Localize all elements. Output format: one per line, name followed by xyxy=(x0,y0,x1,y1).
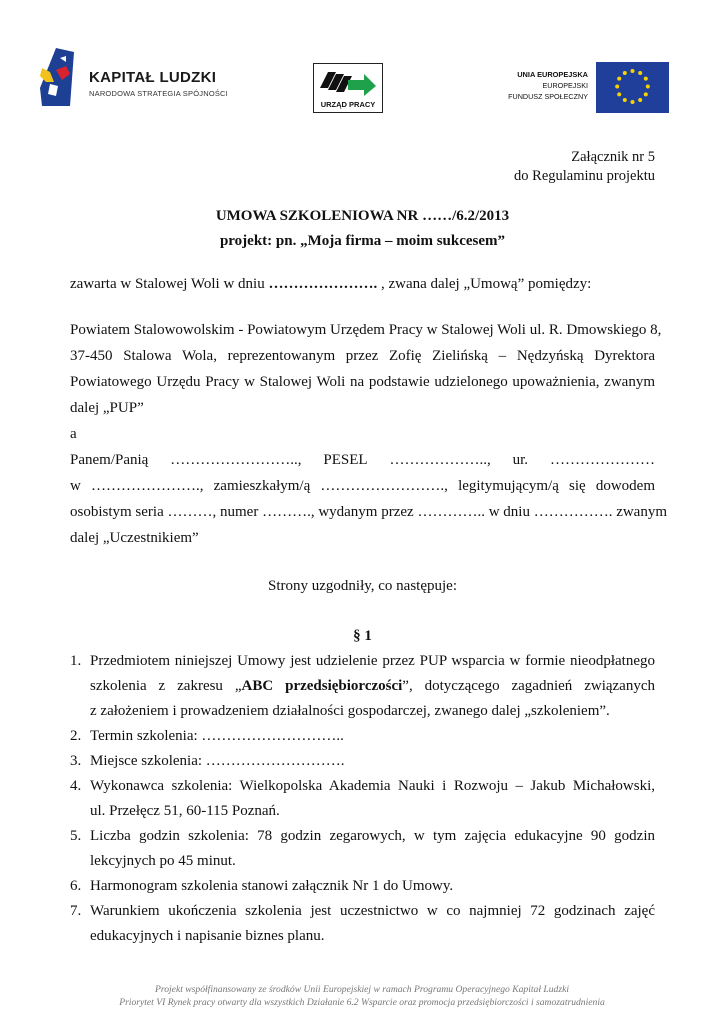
intro-before: zawarta w Stalowej Woli w dniu xyxy=(70,276,269,292)
intro-after: , zwana dalej „Umową” pomiędzy: xyxy=(380,276,592,292)
item-number: 5. xyxy=(70,828,82,844)
item3: Miejsce szkolenia: ………………………. xyxy=(90,753,345,769)
item6: Harmonogram szkolenia stanowi załącznik Nr 1 do Umowy. xyxy=(90,878,454,894)
pesel-blank: ……………….., xyxy=(389,452,491,468)
eu-line3: FUNDUSZ SPOŁECZNY xyxy=(508,92,588,101)
party-line3: Powiatowego Urzędu Pracy w Stalowej Woli na podstawie udzielonego upoważnienia, zwanym xyxy=(70,374,655,390)
participant-line3: osobistym seria ………, numer ………., wydanym przez ………….. w dniu ……………. zwanym xyxy=(70,504,668,520)
item1-line2-a: szkolenia z zakresu „ xyxy=(90,678,242,694)
pesel-label: PESEL xyxy=(323,452,368,468)
item4-line2: ul. Przełęcz 51, 60-115 Poznań. xyxy=(90,803,280,819)
party-line4: dalej „PUP” xyxy=(70,400,144,416)
kl-subtitle: NARODOWA STRATEGIA SPÓJNOŚCI xyxy=(89,89,228,98)
kl-title: KAPITAŁ LUDZKI xyxy=(89,69,217,86)
annex-line1: Załącznik nr 5 xyxy=(571,149,655,165)
project-title: projekt: pn. „Moja firma – moim sukcesem” xyxy=(219,233,506,249)
party-line1: Powiatem Stalowowolskim - Powiatowym Urzędem Pracy w Stalowej Woli ul. R. Dmowskiego 8, xyxy=(70,322,662,338)
participant-label: Panem/Panią xyxy=(70,452,149,468)
item-number: 7. xyxy=(70,903,82,919)
item4-line1: Wykonawca szkolenia: Wielkopolska Akademia Nauki i Rozwoju – Jakub Michałowski, xyxy=(90,778,655,794)
item1-line3: z założeniem i prowadzeniem działalności gospodarczej, zwanego dalej „szkoleniem”. xyxy=(90,703,610,719)
item7-line2: edukacyjnych i napisanie biznes planu. xyxy=(90,928,325,944)
item-number: 3. xyxy=(70,753,82,769)
intro-date: …………………. xyxy=(268,276,381,292)
item-number: 2. xyxy=(70,728,82,744)
eu-line1: UNIA EUROPEJSKA xyxy=(517,70,588,79)
item1-line2 xyxy=(90,676,655,696)
intro-line xyxy=(70,274,655,294)
urzad-pracy-logo-graphic xyxy=(314,64,382,100)
born-blank: ………………… xyxy=(549,452,655,468)
urzad-pracy-logo xyxy=(313,63,383,113)
participant-line4: dalej „Uczestnikiem” xyxy=(70,530,199,546)
pup-label: URZĄD PRACY xyxy=(320,100,376,109)
agreed-text: Strony uzgodniły, co następuje: xyxy=(268,578,457,594)
party-and: a xyxy=(70,426,77,442)
party-line2: 37-450 Stalowa Wola, reprezentowanym przez Zofię Zielińską – Nędzyńską Dyrektora xyxy=(70,348,655,364)
footer-line1: Projekt współfinansowany ze środków Unii Europejskiej w ramach Programu Operacyjnego Kapitał Ludzki xyxy=(154,984,569,995)
eu-text-block xyxy=(470,69,588,102)
participant-line2: w …………………., zamieszkałym/ą ……………………., legitymującym/ą się dowodem xyxy=(70,478,655,494)
item5-line1: Liczba godzin szkolenia: 78 godzin zegarowych, w tym zajęcia edukacyjne 90 godzin xyxy=(90,828,655,844)
born-label: ur. xyxy=(512,452,529,468)
item5-line2: lekcyjnych po 45 minut. xyxy=(90,853,236,869)
annex-line2: do Regulaminu projektu xyxy=(514,168,655,184)
document-title: UMOWA SZKOLENIOWA NR ……/6.2/2013 xyxy=(215,208,510,224)
item2: Termin szkolenia: ……………………….. xyxy=(90,728,344,744)
participant-line1 xyxy=(70,450,655,470)
section-heading: § 1 xyxy=(353,628,372,644)
item7-line1: Warunkiem ukończenia szkolenia jest uczestnictwo w co najmniej 72 godzinach zajęć xyxy=(90,903,655,919)
eu-line2: EUROPEJSKI xyxy=(542,81,588,90)
item1-line1: Przedmiotem niniejszej Umowy jest udzielenie przez PUP wsparcia w formie nieodpłatnego xyxy=(90,653,655,669)
item1-course-name: ABC przedsiębiorczości xyxy=(241,678,403,694)
item-number: 1. xyxy=(70,653,82,669)
item1-line2-c: ”, dotyczącego zagadnień związanych xyxy=(402,678,655,694)
footer-line2: Priorytet VI Rynek pracy otwarty dla wszystkich Działanie 6.2 Wsparcie oraz promocja przedsiębiorczości i samozatrudnienia xyxy=(119,997,605,1008)
eu-flag xyxy=(596,62,669,113)
item-number: 4. xyxy=(70,778,82,794)
item-number: 6. xyxy=(70,878,82,894)
kapital-ludzki-logo xyxy=(36,48,84,108)
green-arrow-icon xyxy=(348,74,376,96)
participant-name-blank: …………………….., xyxy=(170,452,302,468)
